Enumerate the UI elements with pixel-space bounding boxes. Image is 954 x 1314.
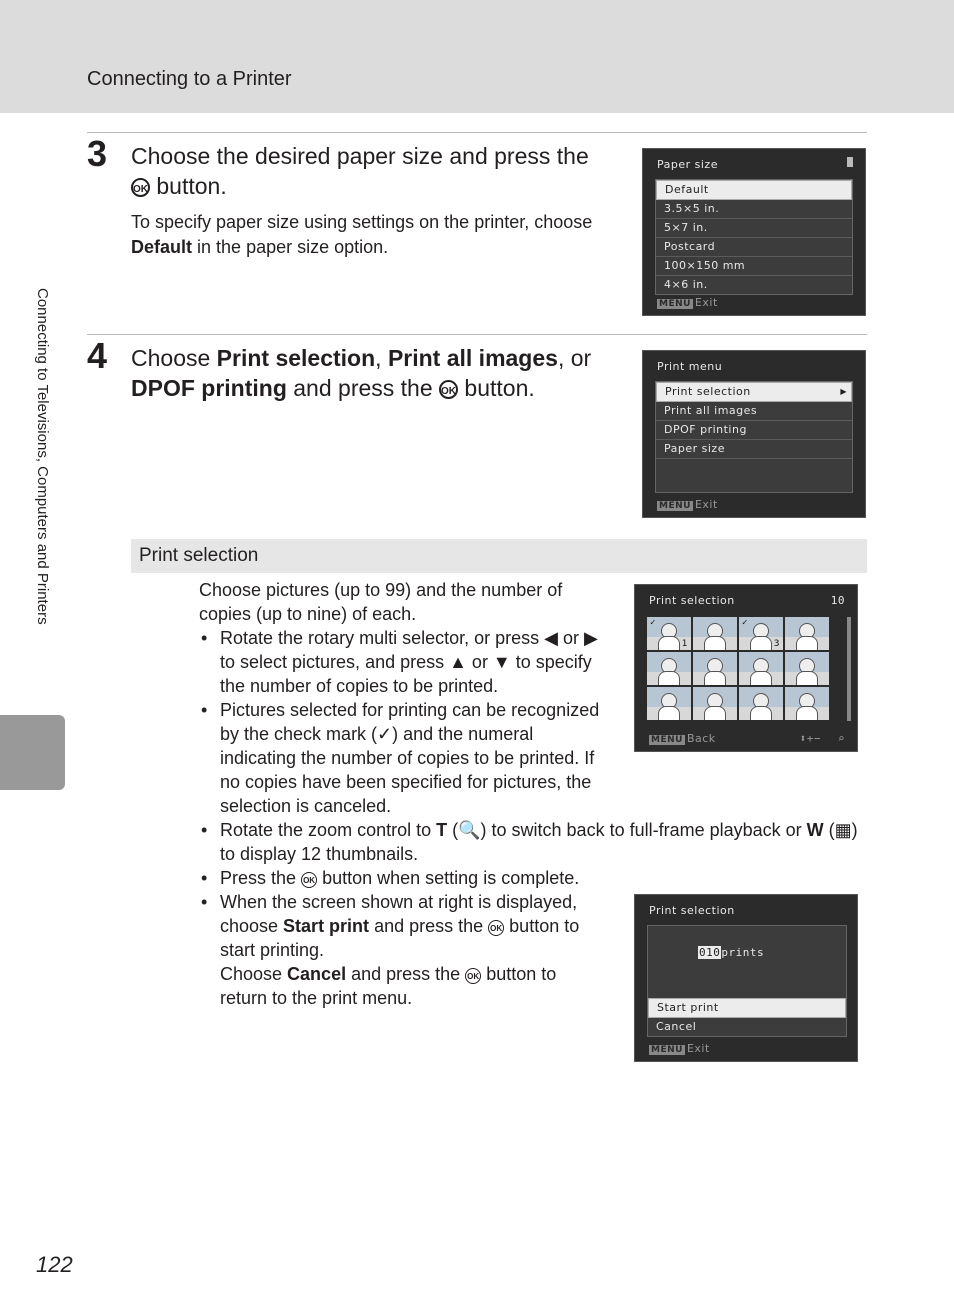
thumbnail[interactable]: [785, 652, 829, 685]
step-title: [131, 141, 606, 201]
thumbnail[interactable]: [739, 652, 783, 685]
text: in the paper size option.: [197, 237, 389, 257]
scroll-indicator: [847, 157, 853, 167]
menu-icon: MENU: [659, 299, 691, 309]
start-print-option[interactable]: Start print: [648, 998, 846, 1018]
list-item: [199, 818, 860, 866]
cancel-option[interactable]: Cancel: [656, 1020, 697, 1033]
step-title: [131, 343, 606, 403]
menu-item[interactable]: 100×150 mm: [656, 257, 852, 276]
step-title-text: Choose the desired paper size and press the: [131, 143, 589, 169]
check-mark-icon: ✓: [742, 618, 748, 628]
paper-size-list: [655, 179, 853, 295]
zoom-wide-label: W: [806, 820, 824, 840]
thumbnail[interactable]: [739, 687, 783, 720]
menu-item[interactable]: Default: [656, 180, 852, 200]
side-tab-marker: [0, 715, 65, 790]
thumbnail[interactable]: [693, 687, 737, 720]
copy-count: 3: [773, 639, 780, 649]
prints-label: prints: [721, 946, 765, 959]
text: and press the: [369, 916, 484, 936]
copy-count: 1: [681, 639, 688, 649]
check-mark-icon: ✓: [650, 618, 656, 628]
menu-item[interactable]: 3.5×5 in.: [656, 200, 852, 219]
menu-icon: MENU: [651, 735, 683, 745]
option-name: Start print: [283, 916, 370, 936]
footer-label: Back: [686, 732, 716, 745]
text: Choose: [220, 964, 288, 984]
print-menu-list: [655, 381, 853, 493]
page-number: 122: [36, 1252, 73, 1277]
print-selection-thumbnail-screen: [634, 584, 858, 752]
screen-title: Paper size: [657, 158, 718, 171]
thumbnail[interactable]: [647, 617, 691, 650]
list-item: [199, 866, 640, 890]
menu-item[interactable]: 5×7 in.: [656, 219, 852, 238]
start-print-screen: [634, 894, 858, 1062]
screen-title: Print selection: [649, 594, 735, 607]
arrow-right-icon: ▶: [840, 387, 847, 396]
ok-button-icon: OK: [439, 380, 458, 399]
option-name: DPOF printing: [131, 375, 287, 401]
text: Choose: [131, 345, 217, 371]
ok-button-icon: OK: [465, 968, 481, 984]
screen-footer: [649, 732, 716, 745]
text: (🔍) to switch back to full-frame playback or: [447, 820, 807, 840]
menu-item[interactable]: 4×6 in.: [664, 278, 708, 291]
screen-footer: [649, 1042, 710, 1055]
thumbnail[interactable]: [739, 617, 783, 650]
menu-item[interactable]: Postcard: [656, 238, 852, 257]
thumbnail[interactable]: [693, 617, 737, 650]
page-header-title: Connecting to a Printer: [87, 68, 292, 90]
menu-item-label: Print selection: [665, 385, 751, 398]
print-menu-screen: [642, 350, 866, 518]
ok-button-icon: OK: [301, 872, 317, 888]
step-number: 4: [87, 335, 108, 376]
selection-count: 10: [830, 594, 845, 607]
screen-footer: [657, 498, 718, 511]
text: button when setting is complete.: [322, 868, 580, 888]
option-name: Cancel: [287, 964, 347, 984]
step-title-text: button.: [156, 173, 227, 199]
text: button to start printing.: [220, 916, 580, 960]
menu-icon: MENU: [659, 501, 691, 511]
section-title: Print selection: [139, 545, 259, 566]
option-name: Print all images: [387, 345, 558, 371]
footer-label: Exit: [694, 498, 718, 511]
text: , or: [557, 345, 592, 371]
menu-icon: MENU: [651, 1045, 683, 1055]
screen-title: Print selection: [649, 904, 735, 917]
plus-minus-icon: ⬍+−: [799, 732, 821, 745]
screen-footer: [657, 296, 718, 309]
text: button to return to the print menu.: [220, 964, 557, 1008]
menu-item[interactable]: Paper size: [656, 440, 852, 459]
zoom-icon: ⌕: [837, 732, 845, 745]
text: To specify paper size using settings on the printer, choose: [131, 212, 593, 232]
thumbnail[interactable]: [647, 652, 691, 685]
option-name: Print selection: [216, 345, 376, 371]
thumbnail-grid: [647, 617, 837, 720]
prints-value[interactable]: 010: [699, 946, 721, 959]
divider: [87, 132, 867, 133]
paper-size-screen: [642, 148, 866, 316]
prints-readout: [698, 946, 764, 959]
divider: [87, 334, 867, 335]
text: ,: [375, 345, 388, 371]
option-name: Default: [131, 237, 193, 257]
header-band: [0, 0, 954, 113]
text: Rotate the zoom control to: [220, 820, 437, 840]
text: When the screen shown at right is displayed, choose: [220, 892, 578, 936]
footer-label: Exit: [686, 1042, 710, 1055]
screen-title: Print menu: [657, 360, 723, 373]
dialog-panel: [647, 925, 847, 1037]
thumbnail[interactable]: [785, 687, 829, 720]
footer-label: Exit: [694, 296, 718, 309]
zoom-tele-label: T: [436, 820, 448, 840]
text: Press the: [220, 868, 297, 888]
thumbnail[interactable]: [785, 617, 829, 650]
text: and press the: [346, 964, 461, 984]
text: and press the: [286, 375, 433, 401]
intro-text: Choose pictures (up to 99) and the number of copies (up to nine) of each.: [199, 580, 563, 624]
text: (▦) to display 12 thumbnails.: [220, 820, 858, 864]
section-heading-bar: [131, 539, 867, 573]
list-item: • Pictures selected for printing can be recognized by the check mark (✓) and the numeral indicating the number of copies to be printed. If no copies have been specified for pictures, the selection is canceled.: [199, 698, 605, 818]
step-number: 3: [87, 133, 108, 174]
menu-item[interactable]: [656, 382, 852, 402]
list-item: • Rotate the rotary multi selector, or press ◀ or ▶ to select pictures, and press ▲ or ▼ to specify the number of copies to be printed.: [199, 626, 605, 698]
ok-button-icon: OK: [131, 178, 150, 197]
side-tab-label: Connecting to Televisions, Computers and Printers: [34, 288, 51, 625]
scrollbar[interactable]: [847, 617, 851, 721]
menu-item[interactable]: Print all images: [656, 402, 852, 421]
thumbnail[interactable]: [693, 652, 737, 685]
ok-button-icon: OK: [488, 920, 504, 936]
text: button.: [464, 375, 535, 401]
menu-item[interactable]: DPOF printing: [656, 421, 852, 440]
thumbnail[interactable]: [647, 687, 691, 720]
list-item: [199, 890, 605, 1010]
step-description: [131, 210, 611, 260]
